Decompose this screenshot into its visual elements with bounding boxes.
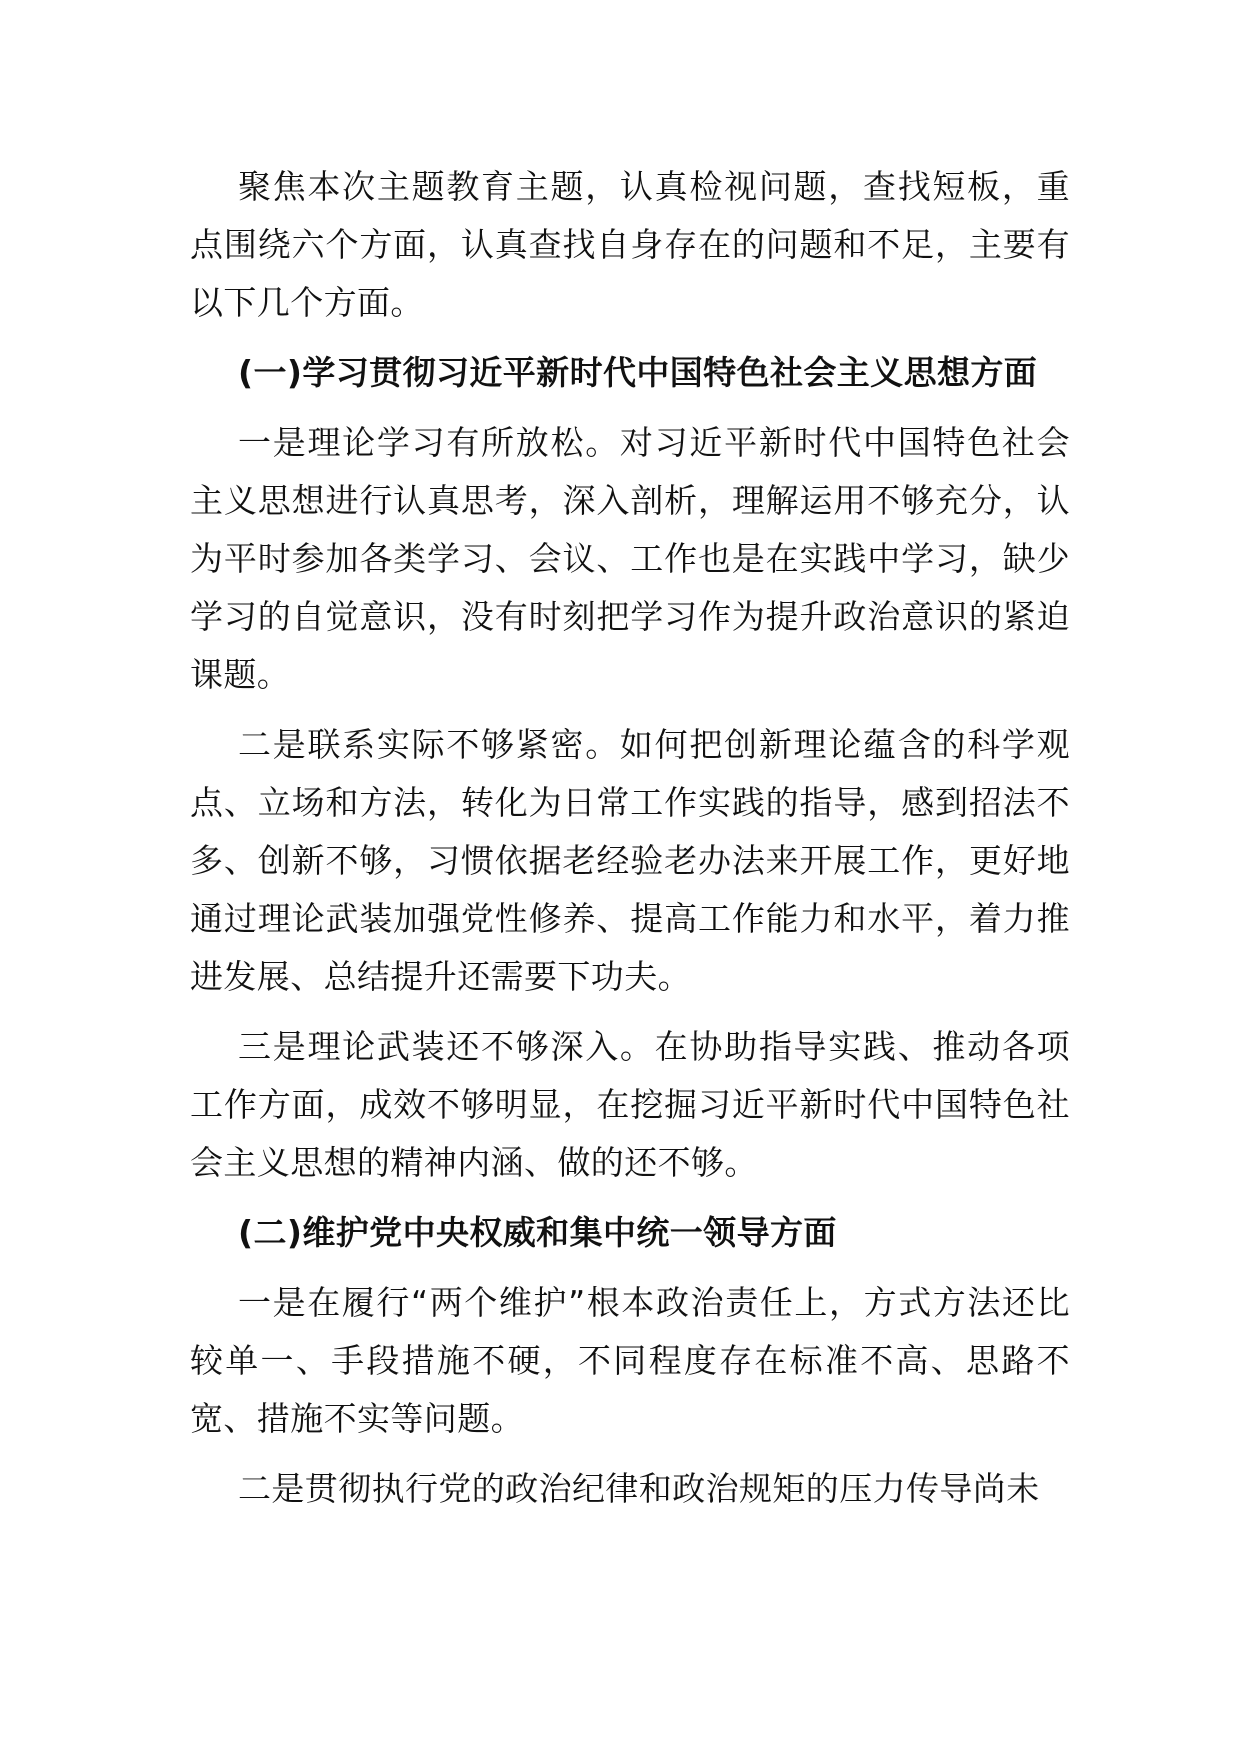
body-paragraph: 三是理论武装还不够深入。在协助指导实践、推动各项工作方面，成效不够明显，在挖掘习近平新时代中国特色社会主义思想的精神内涵、做的还不够。 <box>190 1027 1070 1182</box>
body-paragraph: 一是理论学习有所放松。对习近平新时代中国特色社会主义思想进行认真思考，深入剖析，理解运用不够充分，认为平时参加各类学习、会议、工作也是在实践中学习，缺少学习的自觉意识，没有时刻把学习作为提升政治意识的紧迫课题。 <box>190 423 1070 694</box>
intro-paragraph: 聚焦本次主题教育主题，认真检视问题，查找短板，重点围绕六个方面，认真查找自身存在的问题和不足，主要有以下几个方面。 <box>190 167 1070 322</box>
body-paragraph: 二是贯彻执行党的政治纪律和政治规矩的压力传导尚未 <box>238 1469 1040 1508</box>
section-heading-2: (二)维护党中央权威和集中统一领导方面 <box>238 1213 837 1252</box>
document-body <box>190 158 1070 1530</box>
body-paragraph: 二是联系实际不够紧密。如何把创新理论蕴含的科学观点、立场和方法，转化为日常工作实践的指导，感到招法不多、创新不够，习惯依据老经验老办法来开展工作，更好地通过理论武装加强党性修养、提高工作能力和水平，着力推进发展、总结提升还需要下功夫。 <box>190 725 1070 996</box>
body-paragraph: 一是在履行“两个维护”根本政治责任上，方式方法还比较单一、手段措施不硬，不同程度存在标准不高、思路不宽、措施不实等问题。 <box>190 1283 1070 1438</box>
section-heading-1: (一)学习贯彻习近平新时代中国特色社会主义思想方面 <box>238 353 1038 392</box>
